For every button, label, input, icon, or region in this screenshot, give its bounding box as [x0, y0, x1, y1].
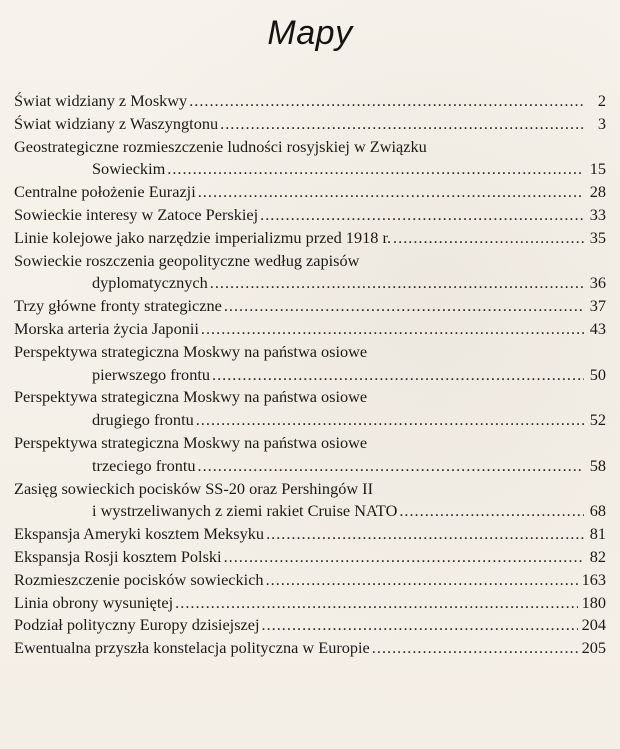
- toc-page-number: 2: [597, 91, 606, 110]
- toc-entry-title: Trzy główne fronty strategiczne: [14, 296, 222, 316]
- toc-entry-title: Świat widziany z Waszyngtonu: [14, 113, 219, 133]
- dot-leader: [189, 90, 584, 113]
- toc-entry-line: [14, 158, 606, 181]
- toc-page-number: 28: [589, 182, 606, 202]
- dot-leader: [266, 523, 584, 546]
- toc-entry-title: i wystrzeliwanych z ziemi rakiet Cruise NATO: [92, 501, 398, 521]
- toc-entry-title: dyplomatycznych: [92, 273, 208, 293]
- toc-entry: [14, 227, 606, 250]
- dot-leader: [266, 569, 578, 592]
- toc-entry-title: pierwszego frontu: [92, 364, 210, 384]
- toc-page-number: 180: [581, 592, 606, 612]
- toc-entry-line: [14, 409, 606, 432]
- toc-page-number: 68: [589, 501, 606, 521]
- toc-page-number: 37: [589, 296, 606, 316]
- toc-entry-line: [14, 455, 606, 478]
- dot-leader: [399, 500, 584, 523]
- toc-entry-line: [14, 227, 606, 250]
- dot-leader: [210, 272, 584, 295]
- toc-page-number: 58: [589, 455, 606, 475]
- toc-entry-title: Geostrategiczne rozmieszczenie ludności rosyjskiej w Związku: [14, 136, 427, 156]
- toc-entry-line: [14, 318, 606, 341]
- toc-entry: [14, 181, 606, 204]
- toc-entry-title: Centralne położenie Eurazji: [14, 182, 196, 202]
- toc-page-number: 36: [589, 273, 606, 293]
- toc-page-number: 81: [589, 524, 606, 544]
- toc-entry-line: [14, 204, 606, 227]
- toc-entry-title: Ekspansja Ameryki kosztem Meksyku: [14, 524, 265, 544]
- toc-entry-line: [14, 90, 606, 113]
- dot-leader: [198, 181, 584, 204]
- toc-entry-title: Świat widziany z Moskwy: [14, 91, 188, 110]
- toc-page-number: 15: [589, 159, 606, 179]
- toc-page-number: 205: [581, 638, 606, 658]
- toc-entry: [14, 614, 606, 637]
- toc-entry: [14, 113, 606, 136]
- dot-leader: [175, 592, 577, 615]
- toc-entry: [14, 386, 606, 432]
- toc-page-number: 33: [589, 204, 606, 224]
- toc-entry: [14, 318, 606, 341]
- toc-entry-line: [14, 341, 606, 364]
- toc-entry-line: [14, 478, 606, 501]
- dot-leader: [201, 318, 584, 341]
- toc-entry-line: [14, 181, 606, 204]
- toc-entry-line: [14, 614, 606, 637]
- toc-entry-title: Morska arteria życia Japonii: [14, 318, 199, 338]
- dot-leader: [196, 409, 584, 432]
- toc-entry-line: [14, 272, 606, 295]
- toc-entry-title: Sowieckim: [92, 159, 166, 179]
- dot-leader: [260, 204, 584, 227]
- toc-entry: [14, 592, 606, 615]
- toc-entry-title: Podział polityczny Europy dzisiejszej: [14, 615, 260, 635]
- toc-page-number: 163: [581, 569, 606, 589]
- toc-entry: [14, 204, 606, 227]
- toc-entry-title: Ekspansja Rosji kosztem Polski: [14, 546, 222, 566]
- toc-entry-line: [14, 569, 606, 592]
- toc-page-number: 3: [597, 113, 606, 133]
- toc-entry-title: Zasięg sowieckich pocisków SS-20 oraz Pershingów II: [14, 478, 374, 498]
- toc-entry: [14, 136, 606, 182]
- toc-entry-line: [14, 295, 606, 318]
- dot-leader: [220, 113, 584, 136]
- toc-entry: [14, 250, 606, 296]
- toc-entry-title: Sowieckie interesy w Zatoce Perskiej: [14, 204, 259, 224]
- toc-entry: [14, 637, 606, 660]
- toc-entry: [14, 569, 606, 592]
- toc-page-number: 82: [589, 546, 606, 566]
- toc-entry-title: Sowieckie roszczenia geopolityczne według zapisów: [14, 250, 360, 270]
- toc-entry-title: drugiego frontu: [92, 410, 194, 430]
- page-title: Mapy: [267, 14, 353, 52]
- dot-leader: [167, 158, 584, 181]
- toc-entry-line: [14, 250, 606, 273]
- toc-entry-line: [14, 637, 606, 660]
- toc-entry-line: [14, 136, 606, 159]
- toc-entry-line: [14, 364, 606, 387]
- dot-leader: [224, 295, 584, 318]
- toc-entry-line: [14, 113, 606, 136]
- toc-entry-title: Perspektywa strategiczna Moskwy na państwa osiowe: [14, 432, 368, 452]
- toc-entry-line: [14, 592, 606, 615]
- dot-leader: [393, 227, 584, 250]
- toc-page-number: 204: [581, 615, 606, 635]
- dot-leader: [224, 546, 584, 569]
- toc-page-number: 43: [589, 318, 606, 338]
- toc-entry: [14, 90, 606, 113]
- toc-entry: [14, 523, 606, 546]
- toc-entry-line: [14, 386, 606, 409]
- toc-entry: [14, 432, 606, 478]
- toc-entry-title: trzeciego frontu: [92, 455, 196, 475]
- toc-entry-title: Rozmieszczenie pocisków sowieckich: [14, 569, 264, 589]
- toc-entry-title: Perspektywa strategiczna Moskwy na państwa osiowe: [14, 387, 368, 407]
- toc-entry-title: Linie kolejowe jako narzędzie imperializmu przed 1918 r.: [14, 227, 392, 247]
- toc-entry-title: Ewentualna przyszła konstelacja polityczna w Europie: [14, 638, 370, 658]
- toc-page-number: 35: [589, 227, 606, 247]
- toc-entry-line: [14, 546, 606, 569]
- dot-leader: [198, 455, 584, 478]
- dot-leader: [262, 614, 578, 637]
- toc-entry: [14, 478, 606, 524]
- dot-leader: [372, 637, 578, 660]
- table-of-contents: [14, 90, 606, 660]
- toc-page-number: 50: [589, 364, 606, 384]
- toc-entry: [14, 295, 606, 318]
- toc-entry: [14, 341, 606, 387]
- toc-entry-line: [14, 500, 606, 523]
- toc-entry: [14, 546, 606, 569]
- toc-entry-line: [14, 523, 606, 546]
- dot-leader: [212, 364, 584, 387]
- toc-entry-title: Linia obrony wysuniętej: [14, 592, 174, 612]
- toc-page-number: 52: [589, 410, 606, 430]
- toc-entry-title: Perspektywa strategiczna Moskwy na państwa osiowe: [14, 341, 368, 361]
- toc-entry-line: [14, 432, 606, 455]
